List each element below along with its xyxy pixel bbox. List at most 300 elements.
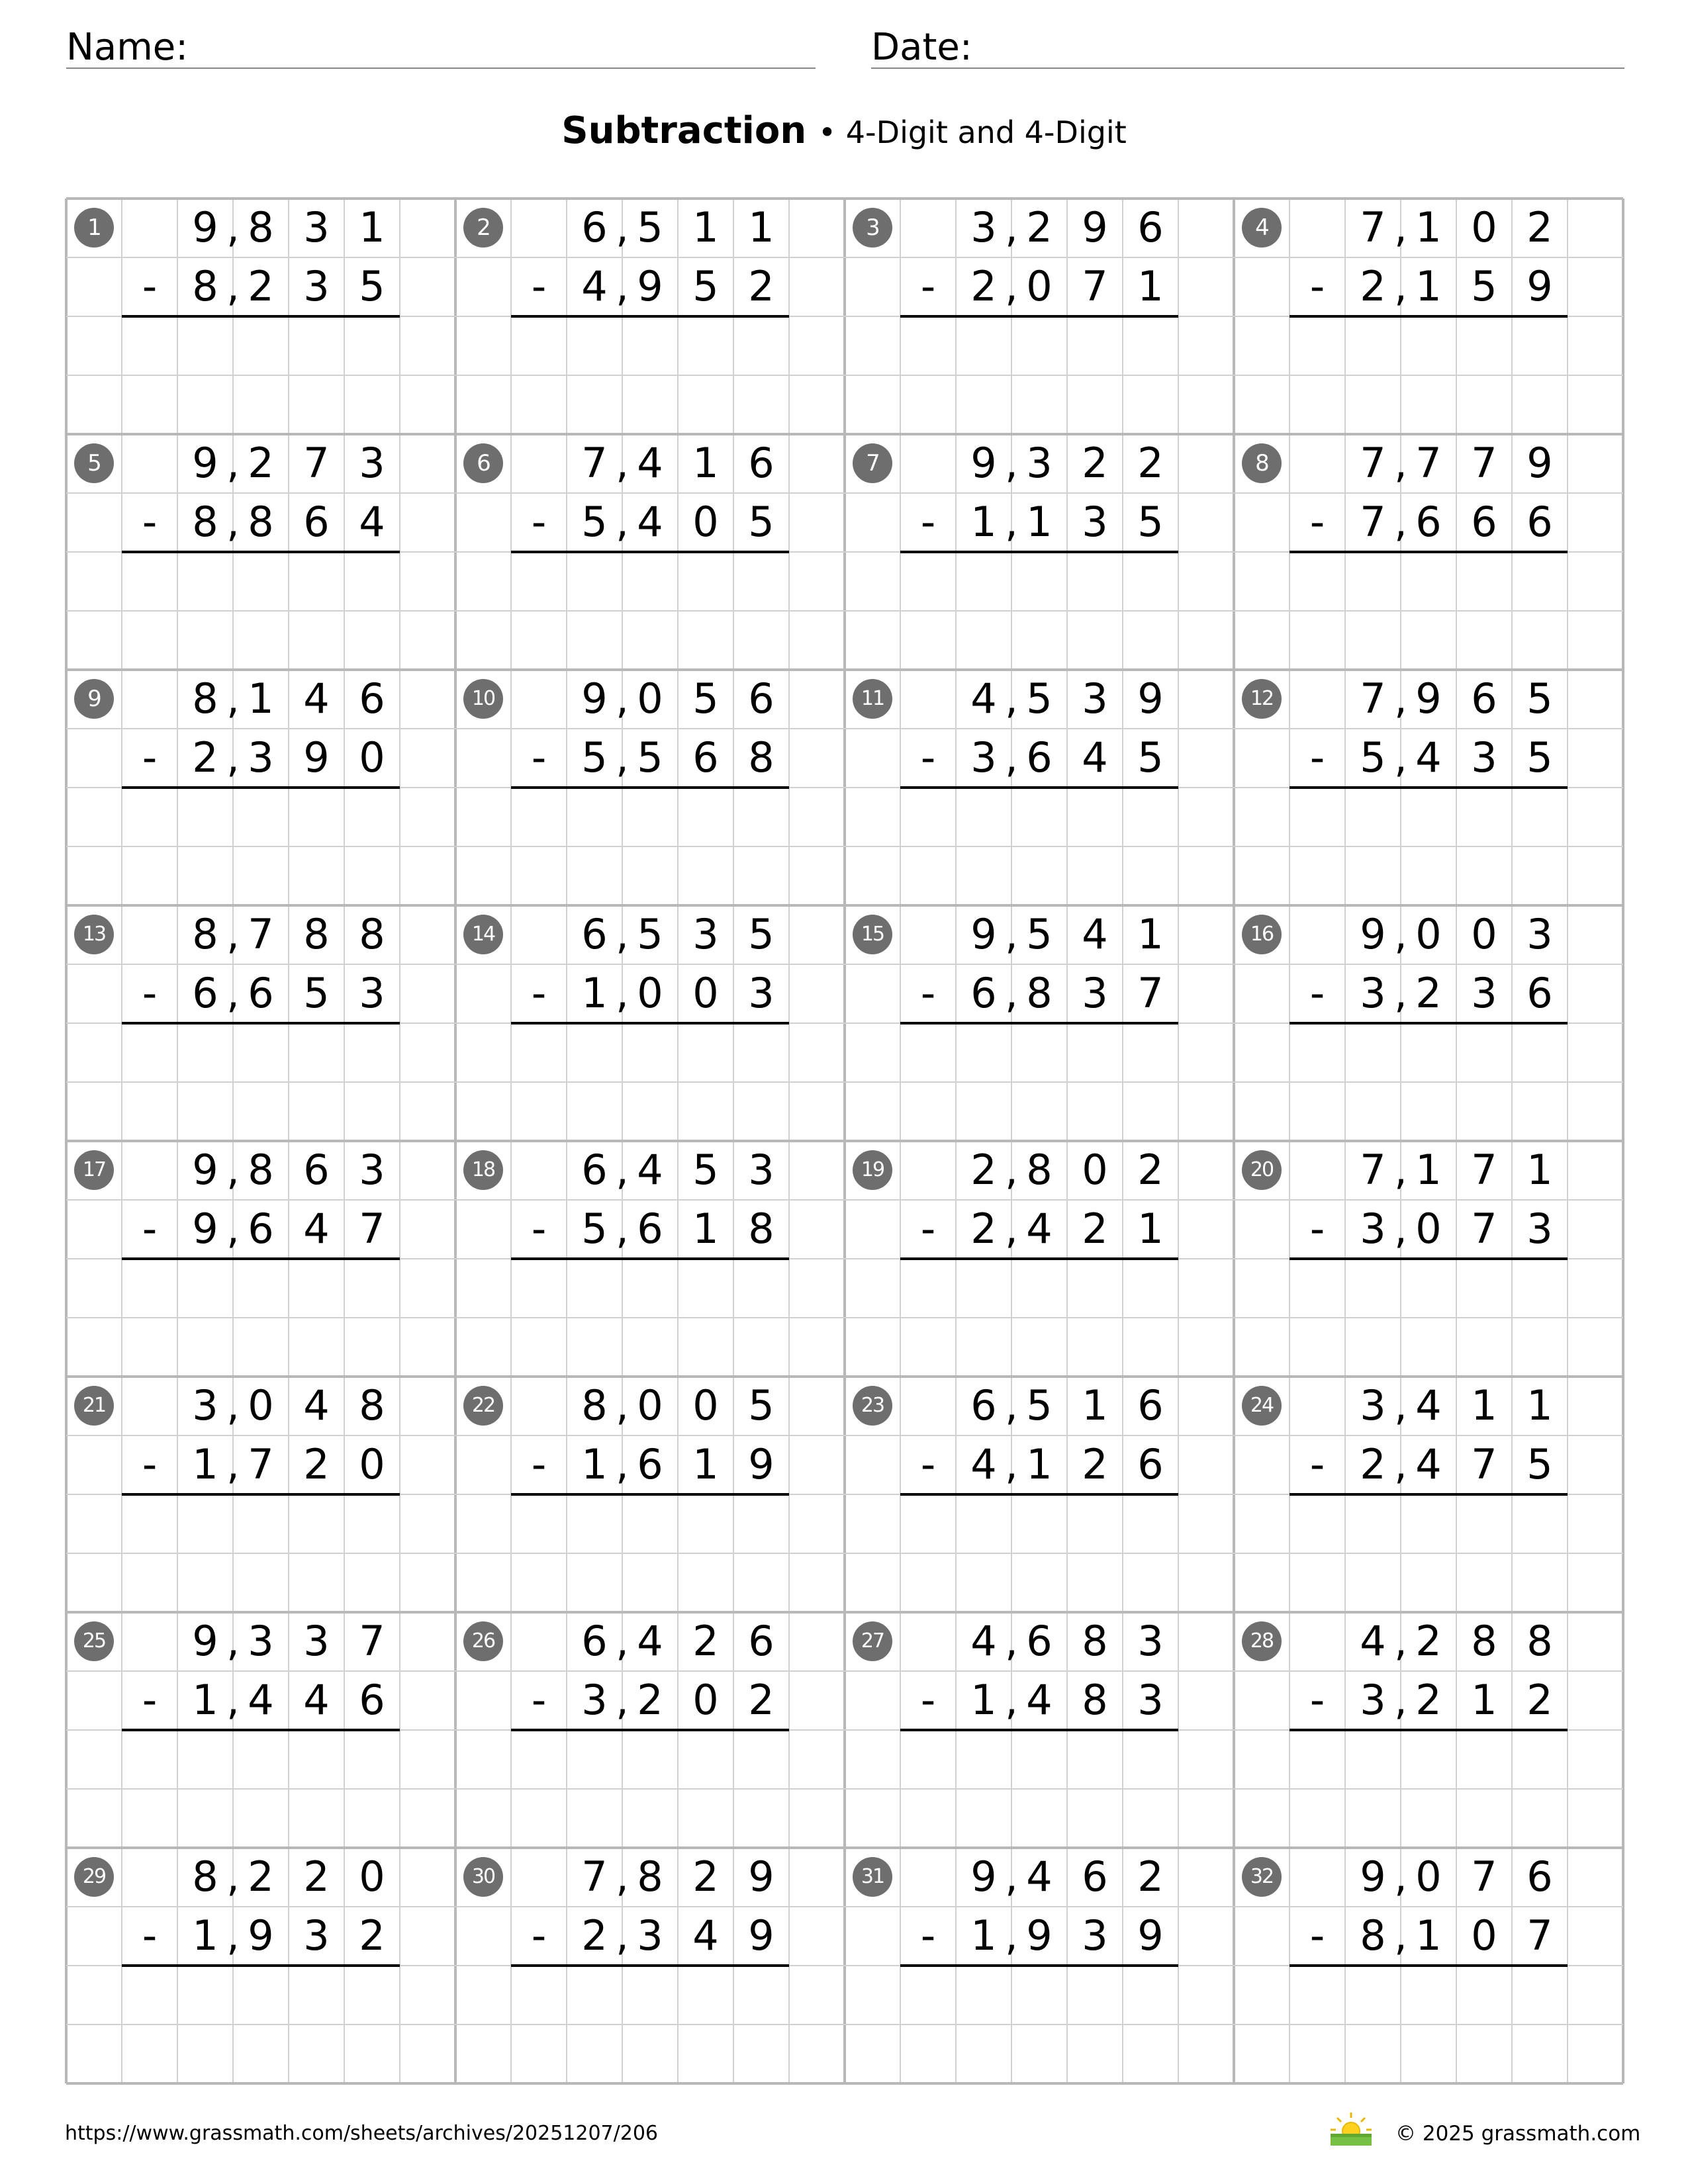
problem-number-badge: 14 [463, 915, 503, 954]
minuend-digit: 6 [1082, 1852, 1108, 1901]
minuend-comma: , [1005, 1617, 1018, 1665]
problem-number-badge: 29 [74, 1857, 114, 1897]
minuend-digit: 7 [248, 910, 274, 958]
subtrahend-digit: 0 [692, 498, 719, 546]
problem-number-badge: 9 [74, 679, 114, 719]
minuend-digit: 6 [1137, 1381, 1164, 1430]
subtrahend-digit: 6 [1526, 969, 1553, 1017]
subtrahend-digit: 2 [1415, 969, 1442, 1017]
minuend-comma: , [616, 439, 629, 487]
subtrahend-comma: , [226, 733, 240, 782]
subtrahend-digit: 1 [192, 1676, 218, 1724]
minuend-comma: , [226, 910, 240, 958]
subtrahend-digit: 9 [748, 1440, 774, 1488]
minuend-comma: , [1394, 1146, 1407, 1194]
subtrahend-comma: , [1394, 1440, 1407, 1488]
subtrahend-digit: 1 [1137, 262, 1164, 310]
minuend-comma: , [1005, 1146, 1018, 1194]
answer-underline [1289, 315, 1568, 318]
subtrahend-digit: 8 [192, 498, 218, 546]
subtrahend-digit: 7 [1137, 969, 1164, 1017]
minuend-digit: 6 [581, 910, 608, 958]
answer-underline [122, 1257, 400, 1260]
minuend-digit: 3 [1026, 439, 1053, 487]
answer-underline [1289, 1493, 1568, 1496]
minuend-digit: 8 [581, 1381, 608, 1430]
answer-underline [511, 551, 789, 553]
subtrahend-comma: , [226, 1440, 240, 1488]
answer-underline [511, 1493, 789, 1496]
minuend-digit: 4 [970, 674, 997, 723]
minuend-digit: 9 [970, 439, 997, 487]
subtrahend-digit: 3 [1137, 1676, 1164, 1724]
minuend-digit: 1 [1526, 1381, 1553, 1430]
answer-underline [122, 315, 400, 318]
worksheet-title [0, 105, 1688, 159]
minuend-comma: , [616, 1852, 629, 1901]
date-line[interactable] [871, 68, 1624, 69]
minuend-digit: 8 [359, 1381, 385, 1430]
minuend-digit: 8 [637, 1852, 663, 1901]
answer-underline [1289, 551, 1568, 553]
minuend-digit: 5 [1026, 910, 1053, 958]
answer-underline [511, 1022, 789, 1024]
subtrahend-digit: 1 [970, 498, 997, 546]
problem-number-badge: 8 [1242, 443, 1282, 483]
minuend-digit: 9 [1360, 910, 1386, 958]
subtrahend-comma: , [616, 1205, 629, 1253]
subtrahend-digit: 3 [1360, 1205, 1386, 1253]
subtrahend-digit: 3 [637, 1911, 663, 1960]
subtrahend-digit: 4 [303, 1676, 330, 1724]
subtrahend-digit: 5 [637, 733, 663, 782]
subtrahend-digit: 4 [637, 498, 663, 546]
subtrahend-digit: 7 [1082, 262, 1108, 310]
subtrahend-comma: , [1005, 733, 1018, 782]
subtrahend-comma: , [1394, 969, 1407, 1017]
minuend-digit: 6 [970, 1381, 997, 1430]
minuend-digit: 6 [359, 674, 385, 723]
subtrahend-digit: 0 [1026, 262, 1053, 310]
subtrahend-digit: 1 [1415, 1911, 1442, 1960]
subtrahend-digit: 3 [1360, 969, 1386, 1017]
answer-underline [900, 1257, 1178, 1260]
minuend-digit: 3 [1137, 1617, 1164, 1665]
subtrahend-digit: 9 [192, 1205, 218, 1253]
minus-sign: - [920, 262, 936, 310]
minuend-comma: , [1005, 1381, 1018, 1430]
minuend-comma: , [1394, 1381, 1407, 1430]
problem-number-badge: 20 [1242, 1150, 1282, 1190]
subtrahend-comma: , [1394, 498, 1407, 546]
minuend-digit: 6 [581, 203, 608, 251]
subtrahend-comma: , [616, 262, 629, 310]
answer-underline [900, 551, 1178, 553]
minuend-digit: 2 [248, 439, 274, 487]
problem-number-badge: 18 [463, 1150, 503, 1190]
problem-number-badge: 2 [463, 208, 503, 248]
subtrahend-digit: 8 [192, 262, 218, 310]
subtrahend-digit: 3 [1471, 733, 1497, 782]
minus-sign: - [920, 1205, 936, 1253]
minuend-digit: 1 [359, 203, 385, 251]
subtrahend-digit: 0 [1415, 1205, 1442, 1253]
minuend-digit: 2 [1415, 1617, 1442, 1665]
subtrahend-digit: 8 [748, 1205, 774, 1253]
subtrahend-comma: , [1394, 1205, 1407, 1253]
minuend-digit: 3 [1526, 910, 1553, 958]
problem-number-badge: 13 [74, 915, 114, 954]
minuend-digit: 5 [692, 1146, 719, 1194]
minuend-comma: , [616, 1381, 629, 1430]
answer-underline [900, 1729, 1178, 1731]
minus-sign: - [142, 1440, 158, 1488]
subtrahend-digit: 6 [970, 969, 997, 1017]
subtrahend-comma: , [226, 1205, 240, 1253]
subtrahend-digit: 5 [1526, 1440, 1553, 1488]
answer-underline [900, 1964, 1178, 1967]
subtrahend-digit: 8 [748, 733, 774, 782]
problem-number-badge: 19 [853, 1150, 892, 1190]
minuend-digit: 8 [1026, 1146, 1053, 1194]
subtrahend-digit: 6 [303, 498, 330, 546]
minuend-digit: 7 [359, 1617, 385, 1665]
subtrahend-digit: 4 [359, 498, 385, 546]
subtrahend-digit: 5 [303, 969, 330, 1017]
subtrahend-comma: , [1005, 1911, 1018, 1960]
subtrahend-digit: 0 [692, 1676, 719, 1724]
answer-underline [511, 1964, 789, 1967]
subtrahend-comma: , [1394, 733, 1407, 782]
minuend-digit: 8 [192, 674, 218, 723]
minus-sign: - [531, 1205, 547, 1253]
name-label: Name: [66, 26, 189, 69]
minuend-digit: 8 [303, 910, 330, 958]
subtrahend-digit: 8 [248, 498, 274, 546]
minuend-comma: , [1394, 910, 1407, 958]
subtrahend-digit: 3 [1526, 1205, 1553, 1253]
minus-sign: - [1309, 1911, 1325, 1960]
minuend-comma: , [1394, 1617, 1407, 1665]
minuend-digit: 9 [970, 910, 997, 958]
minuend-digit: 4 [303, 674, 330, 723]
subtrahend-comma: , [1005, 498, 1018, 546]
minuend-digit: 4 [1082, 910, 1108, 958]
minuend-digit: 3 [970, 203, 997, 251]
subtrahend-digit: 6 [359, 1676, 385, 1724]
minuend-digit: 5 [1526, 674, 1553, 723]
minuend-digit: 7 [1415, 439, 1442, 487]
minuend-digit: 7 [1471, 1852, 1497, 1901]
subtrahend-digit: 2 [637, 1676, 663, 1724]
minuend-digit: 3 [303, 203, 330, 251]
minus-sign: - [142, 1676, 158, 1724]
subtrahend-digit: 0 [1471, 1911, 1497, 1960]
minuend-comma: , [226, 1146, 240, 1194]
minus-sign: - [531, 1676, 547, 1724]
subtrahend-comma: , [1005, 1676, 1018, 1724]
subtrahend-comma: , [226, 969, 240, 1017]
minuend-digit: 3 [1082, 674, 1108, 723]
problem-number-badge: 4 [1242, 208, 1282, 248]
minuend-digit: 8 [1471, 1617, 1497, 1665]
problem-number-badge: 12 [1242, 679, 1282, 719]
minuend-digit: 1 [692, 203, 719, 251]
minus-sign: - [920, 498, 936, 546]
minus-sign: - [142, 733, 158, 782]
problem-number-badge: 28 [1242, 1621, 1282, 1661]
minuend-digit: 1 [748, 203, 774, 251]
subtrahend-digit: 6 [248, 969, 274, 1017]
subtrahend-digit: 2 [970, 1205, 997, 1253]
minuend-digit: 7 [581, 1852, 608, 1901]
subtrahend-digit: 6 [637, 1205, 663, 1253]
subtrahend-digit: 7 [1471, 1205, 1497, 1253]
minuend-digit: 1 [248, 674, 274, 723]
subtrahend-digit: 1 [692, 1205, 719, 1253]
minuend-digit: 9 [1415, 674, 1442, 723]
minuend-digit: 0 [1082, 1146, 1108, 1194]
subtrahend-digit: 8 [1360, 1911, 1386, 1960]
minuend-digit: 4 [1360, 1617, 1386, 1665]
subtrahend-digit: 1 [581, 969, 608, 1017]
name-line[interactable] [66, 68, 816, 69]
minuend-digit: 0 [1471, 203, 1497, 251]
subtrahend-digit: 4 [1026, 1205, 1053, 1253]
minuend-digit: 8 [192, 910, 218, 958]
subtrahend-digit: 9 [248, 1911, 274, 1960]
minuend-comma: , [226, 674, 240, 723]
subtrahend-digit: 7 [359, 1205, 385, 1253]
minus-sign: - [1309, 733, 1325, 782]
minuend-digit: 9 [192, 439, 218, 487]
answer-underline [900, 315, 1178, 318]
subtrahend-digit: 3 [970, 733, 997, 782]
problem-number-badge: 16 [1242, 915, 1282, 954]
minuend-digit: 7 [581, 439, 608, 487]
subtrahend-digit: 5 [748, 498, 774, 546]
answer-underline [1289, 1964, 1568, 1967]
answer-underline [122, 1022, 400, 1024]
minuend-digit: 1 [1082, 1381, 1108, 1430]
subtrahend-digit: 3 [748, 969, 774, 1017]
subtrahend-digit: 2 [1415, 1676, 1442, 1724]
title-subtitle: • 4-Digit and 4-Digit [818, 114, 1127, 150]
minus-sign: - [531, 1911, 547, 1960]
minuend-digit: 2 [1026, 203, 1053, 251]
subtrahend-digit: 9 [1137, 1911, 1164, 1960]
minuend-digit: 2 [303, 1852, 330, 1901]
minuend-digit: 8 [248, 1146, 274, 1194]
minuend-comma: , [1394, 674, 1407, 723]
subtrahend-digit: 0 [359, 733, 385, 782]
subtrahend-comma: , [226, 1676, 240, 1724]
minuend-digit: 1 [1526, 1146, 1553, 1194]
minuend-digit: 2 [970, 1146, 997, 1194]
minuend-digit: 7 [303, 439, 330, 487]
minus-sign: - [1309, 1205, 1325, 1253]
minuend-digit: 1 [1137, 910, 1164, 958]
minuend-digit: 8 [359, 910, 385, 958]
minuend-digit: 3 [1360, 1381, 1386, 1430]
minuend-comma: , [226, 439, 240, 487]
minuend-digit: 3 [303, 1617, 330, 1665]
subtrahend-digit: 4 [248, 1676, 274, 1724]
subtrahend-comma: , [616, 498, 629, 546]
minuend-comma: , [1394, 1852, 1407, 1901]
minuend-digit: 6 [748, 439, 774, 487]
answer-underline [900, 1493, 1178, 1496]
minuend-digit: 0 [248, 1381, 274, 1430]
minuend-comma: , [226, 203, 240, 251]
subtrahend-comma: , [616, 969, 629, 1017]
minuend-comma: , [1005, 910, 1018, 958]
subtrahend-digit: 3 [303, 1911, 330, 1960]
minuend-comma: , [226, 1617, 240, 1665]
subtrahend-comma: , [1394, 1911, 1407, 1960]
subtrahend-digit: 6 [1026, 733, 1053, 782]
minuend-digit: 2 [692, 1617, 719, 1665]
problem-number-badge: 31 [853, 1857, 892, 1897]
subtrahend-digit: 3 [1360, 1676, 1386, 1724]
subtrahend-digit: 1 [1415, 262, 1442, 310]
minuend-digit: 5 [748, 910, 774, 958]
minuend-digit: 0 [1415, 1852, 1442, 1901]
subtrahend-digit: 6 [248, 1205, 274, 1253]
answer-underline [1289, 1022, 1568, 1024]
subtrahend-digit: 1 [192, 1911, 218, 1960]
problem-number-badge: 26 [463, 1621, 503, 1661]
subtrahend-digit: 3 [1471, 969, 1497, 1017]
subtrahend-digit: 1 [1026, 1440, 1053, 1488]
minus-sign: - [1309, 262, 1325, 310]
minuend-digit: 3 [248, 1617, 274, 1665]
minuend-digit: 0 [1471, 910, 1497, 958]
minuend-digit: 3 [692, 910, 719, 958]
minuend-digit: 4 [970, 1617, 997, 1665]
problem-number-badge: 30 [463, 1857, 503, 1897]
problem-number-badge: 32 [1242, 1857, 1282, 1897]
subtrahend-digit: 5 [581, 498, 608, 546]
answer-underline [900, 1022, 1178, 1024]
minuend-digit: 5 [692, 674, 719, 723]
minuend-digit: 9 [192, 203, 218, 251]
subtrahend-digit: 2 [1360, 1440, 1386, 1488]
problem-number-badge: 3 [853, 208, 892, 248]
minuend-digit: 9 [970, 1852, 997, 1901]
subtrahend-digit: 3 [1082, 969, 1108, 1017]
minuend-digit: 8 [1082, 1617, 1108, 1665]
minuend-digit: 8 [248, 203, 274, 251]
minuend-digit: 5 [1026, 674, 1053, 723]
subtrahend-comma: , [1005, 1440, 1018, 1488]
subtrahend-digit: 4 [1082, 733, 1108, 782]
answer-underline [511, 315, 789, 318]
minuend-digit: 2 [1137, 1146, 1164, 1194]
problem-number-badge: 11 [853, 679, 892, 719]
date-label: Date: [871, 26, 972, 69]
minuend-digit: 8 [192, 1852, 218, 1901]
minus-sign: - [142, 1911, 158, 1960]
subtrahend-digit: 2 [192, 733, 218, 782]
subtrahend-digit: 4 [1026, 1676, 1053, 1724]
minuend-digit: 9 [1082, 203, 1108, 251]
subtrahend-digit: 7 [1526, 1911, 1553, 1960]
minuend-digit: 5 [637, 203, 663, 251]
minus-sign: - [531, 498, 547, 546]
minus-sign: - [1309, 498, 1325, 546]
minuend-digit: 6 [303, 1146, 330, 1194]
subtrahend-digit: 4 [692, 1911, 719, 1960]
subtrahend-digit: 1 [970, 1911, 997, 1960]
minuend-digit: 1 [1415, 203, 1442, 251]
minuend-digit: 2 [248, 1852, 274, 1901]
minuend-digit: 0 [359, 1852, 385, 1901]
minus-sign: - [1309, 969, 1325, 1017]
minuend-comma: , [1005, 439, 1018, 487]
minuend-comma: , [616, 1146, 629, 1194]
minuend-comma: , [1394, 439, 1407, 487]
subtrahend-digit: 5 [1360, 733, 1386, 782]
minus-sign: - [142, 969, 158, 1017]
minuend-digit: 4 [637, 439, 663, 487]
minus-sign: - [920, 733, 936, 782]
problem-number-badge: 10 [463, 679, 503, 719]
answer-underline [122, 1964, 400, 1967]
subtrahend-digit: 2 [303, 1440, 330, 1488]
subtrahend-digit: 3 [359, 969, 385, 1017]
minuend-digit: 6 [581, 1617, 608, 1665]
answer-underline [1289, 1257, 1568, 1260]
footer-copyright: © 2025 grassmath.com [1395, 2122, 1641, 2146]
footer-url[interactable]: https://www.grassmath.com/sheets/archives/20251207/206 [65, 2122, 659, 2145]
subtrahend-digit: 5 [1471, 262, 1497, 310]
minus-sign: - [531, 1440, 547, 1488]
subtrahend-comma: , [1005, 1205, 1018, 1253]
answer-underline [900, 786, 1178, 789]
subtrahend-digit: 5 [581, 733, 608, 782]
subtrahend-digit: 4 [970, 1440, 997, 1488]
subtrahend-digit: 3 [581, 1676, 608, 1724]
minuend-digit: 8 [1526, 1617, 1553, 1665]
answer-underline [511, 1257, 789, 1260]
minus-sign: - [142, 262, 158, 310]
subtrahend-digit: 5 [1137, 498, 1164, 546]
minus-sign: - [531, 969, 547, 1017]
minuend-digit: 0 [692, 1381, 719, 1430]
subtrahend-digit: 6 [1137, 1440, 1164, 1488]
answer-underline [1289, 786, 1568, 789]
minuend-digit: 9 [1137, 674, 1164, 723]
subtrahend-digit: 0 [692, 969, 719, 1017]
problem-number-badge: 1 [74, 208, 114, 248]
answer-underline [1289, 1729, 1568, 1731]
subtrahend-digit: 7 [1471, 1440, 1497, 1488]
minuend-digit: 3 [192, 1381, 218, 1430]
answer-underline [511, 1729, 789, 1731]
minus-sign: - [920, 1440, 936, 1488]
minus-sign: - [142, 498, 158, 546]
subtrahend-digit: 2 [748, 262, 774, 310]
minuend-digit: 9 [192, 1146, 218, 1194]
problem-number-badge: 6 [463, 443, 503, 483]
minus-sign: - [142, 1205, 158, 1253]
answer-underline [122, 551, 400, 553]
subtrahend-digit: 1 [1026, 498, 1053, 546]
subtrahend-digit: 6 [692, 733, 719, 782]
problem-number-badge: 25 [74, 1621, 114, 1661]
minuend-comma: , [616, 1617, 629, 1665]
